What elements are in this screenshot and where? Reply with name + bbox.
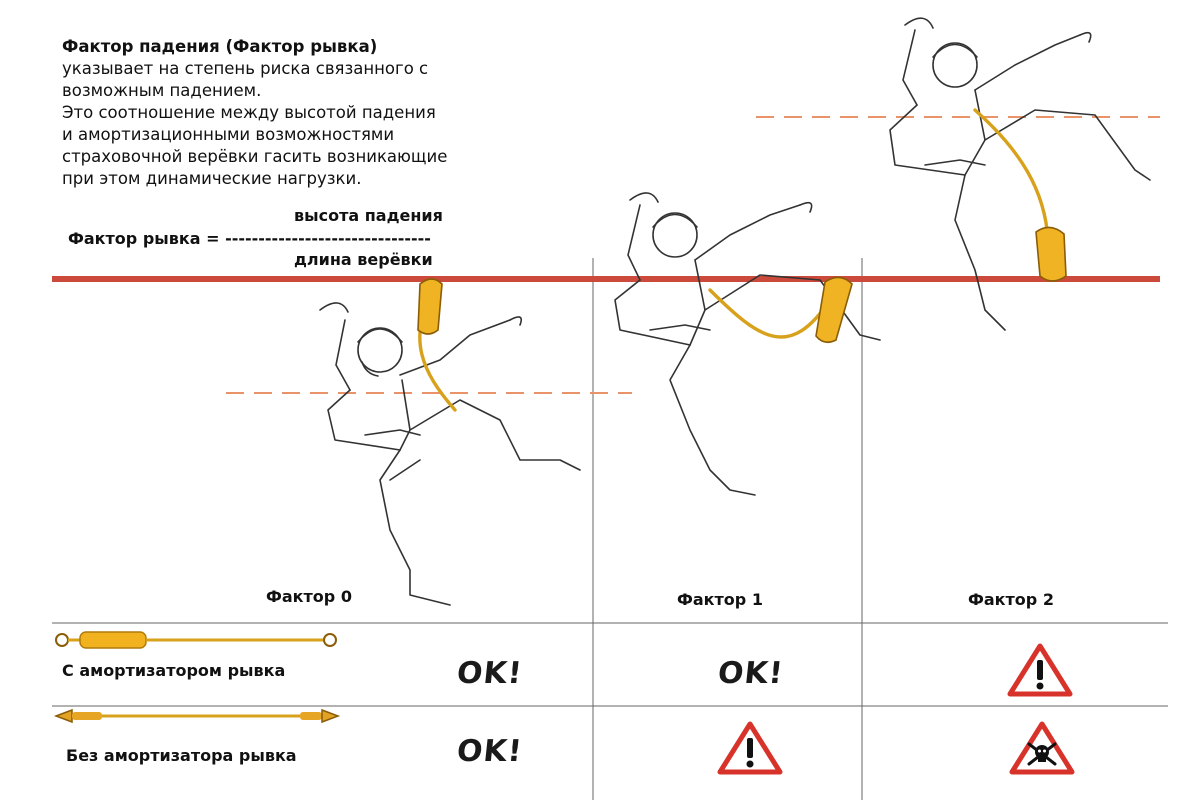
- column-header-factor-2: Фактор 2: [968, 590, 1054, 609]
- warning-triangle-icon: [720, 724, 780, 772]
- intro-line: возможным падением.: [62, 81, 262, 100]
- lanyard-rope-factor-1: [710, 290, 830, 337]
- table-grid: [52, 258, 1168, 800]
- intro-line: указывает на степень риска связанного с: [62, 59, 429, 78]
- climber-factor-0: [320, 303, 580, 605]
- formula-denominator: длина верёвки: [294, 250, 433, 269]
- intro-title: Фактор падения (Фактор рывка): [62, 37, 378, 56]
- skull-crossbones-triangle-icon: [1012, 724, 1072, 772]
- intro-line: при этом динамические нагрузки.: [62, 169, 362, 188]
- row-label-with-absorber: С амортизатором рывка: [62, 661, 286, 680]
- result-ok-factor-0-without-absorber: OK!: [455, 734, 525, 769]
- result-ok-factor-0-with-absorber: OK!: [455, 656, 525, 691]
- intro-line: страховочной верёвки гасить возникающие: [62, 147, 448, 166]
- warning-triangle-icon: [1010, 646, 1070, 694]
- karabiner-factor-0: [418, 279, 442, 334]
- formula-numerator: высота падения: [294, 206, 443, 225]
- intro-line: Это соотношение между высотой падения: [62, 103, 436, 122]
- karabiner-factor-2: [1036, 227, 1066, 281]
- formula-lhs: Фактор рывка = -------------------------------: [68, 229, 431, 248]
- lanyard-with-absorber-icon: [56, 632, 336, 648]
- climber-factor-2: [890, 18, 1150, 330]
- anchor-line: [52, 276, 1160, 282]
- lanyard-without-absorber-icon: [56, 710, 338, 722]
- column-header-factor-0: Фактор 0: [266, 587, 352, 606]
- climber-factor-1: [615, 193, 880, 495]
- lanyard-rope-factor-2: [975, 110, 1048, 240]
- intro-line: и амортизационными возможностями: [62, 125, 395, 144]
- row-label-without-absorber: Без амортизатора рывка: [66, 746, 297, 765]
- result-ok-factor-1-with-absorber: OK!: [716, 656, 786, 691]
- karabiner-factor-1: [816, 277, 852, 342]
- column-header-factor-1: Фактор 1: [677, 590, 763, 609]
